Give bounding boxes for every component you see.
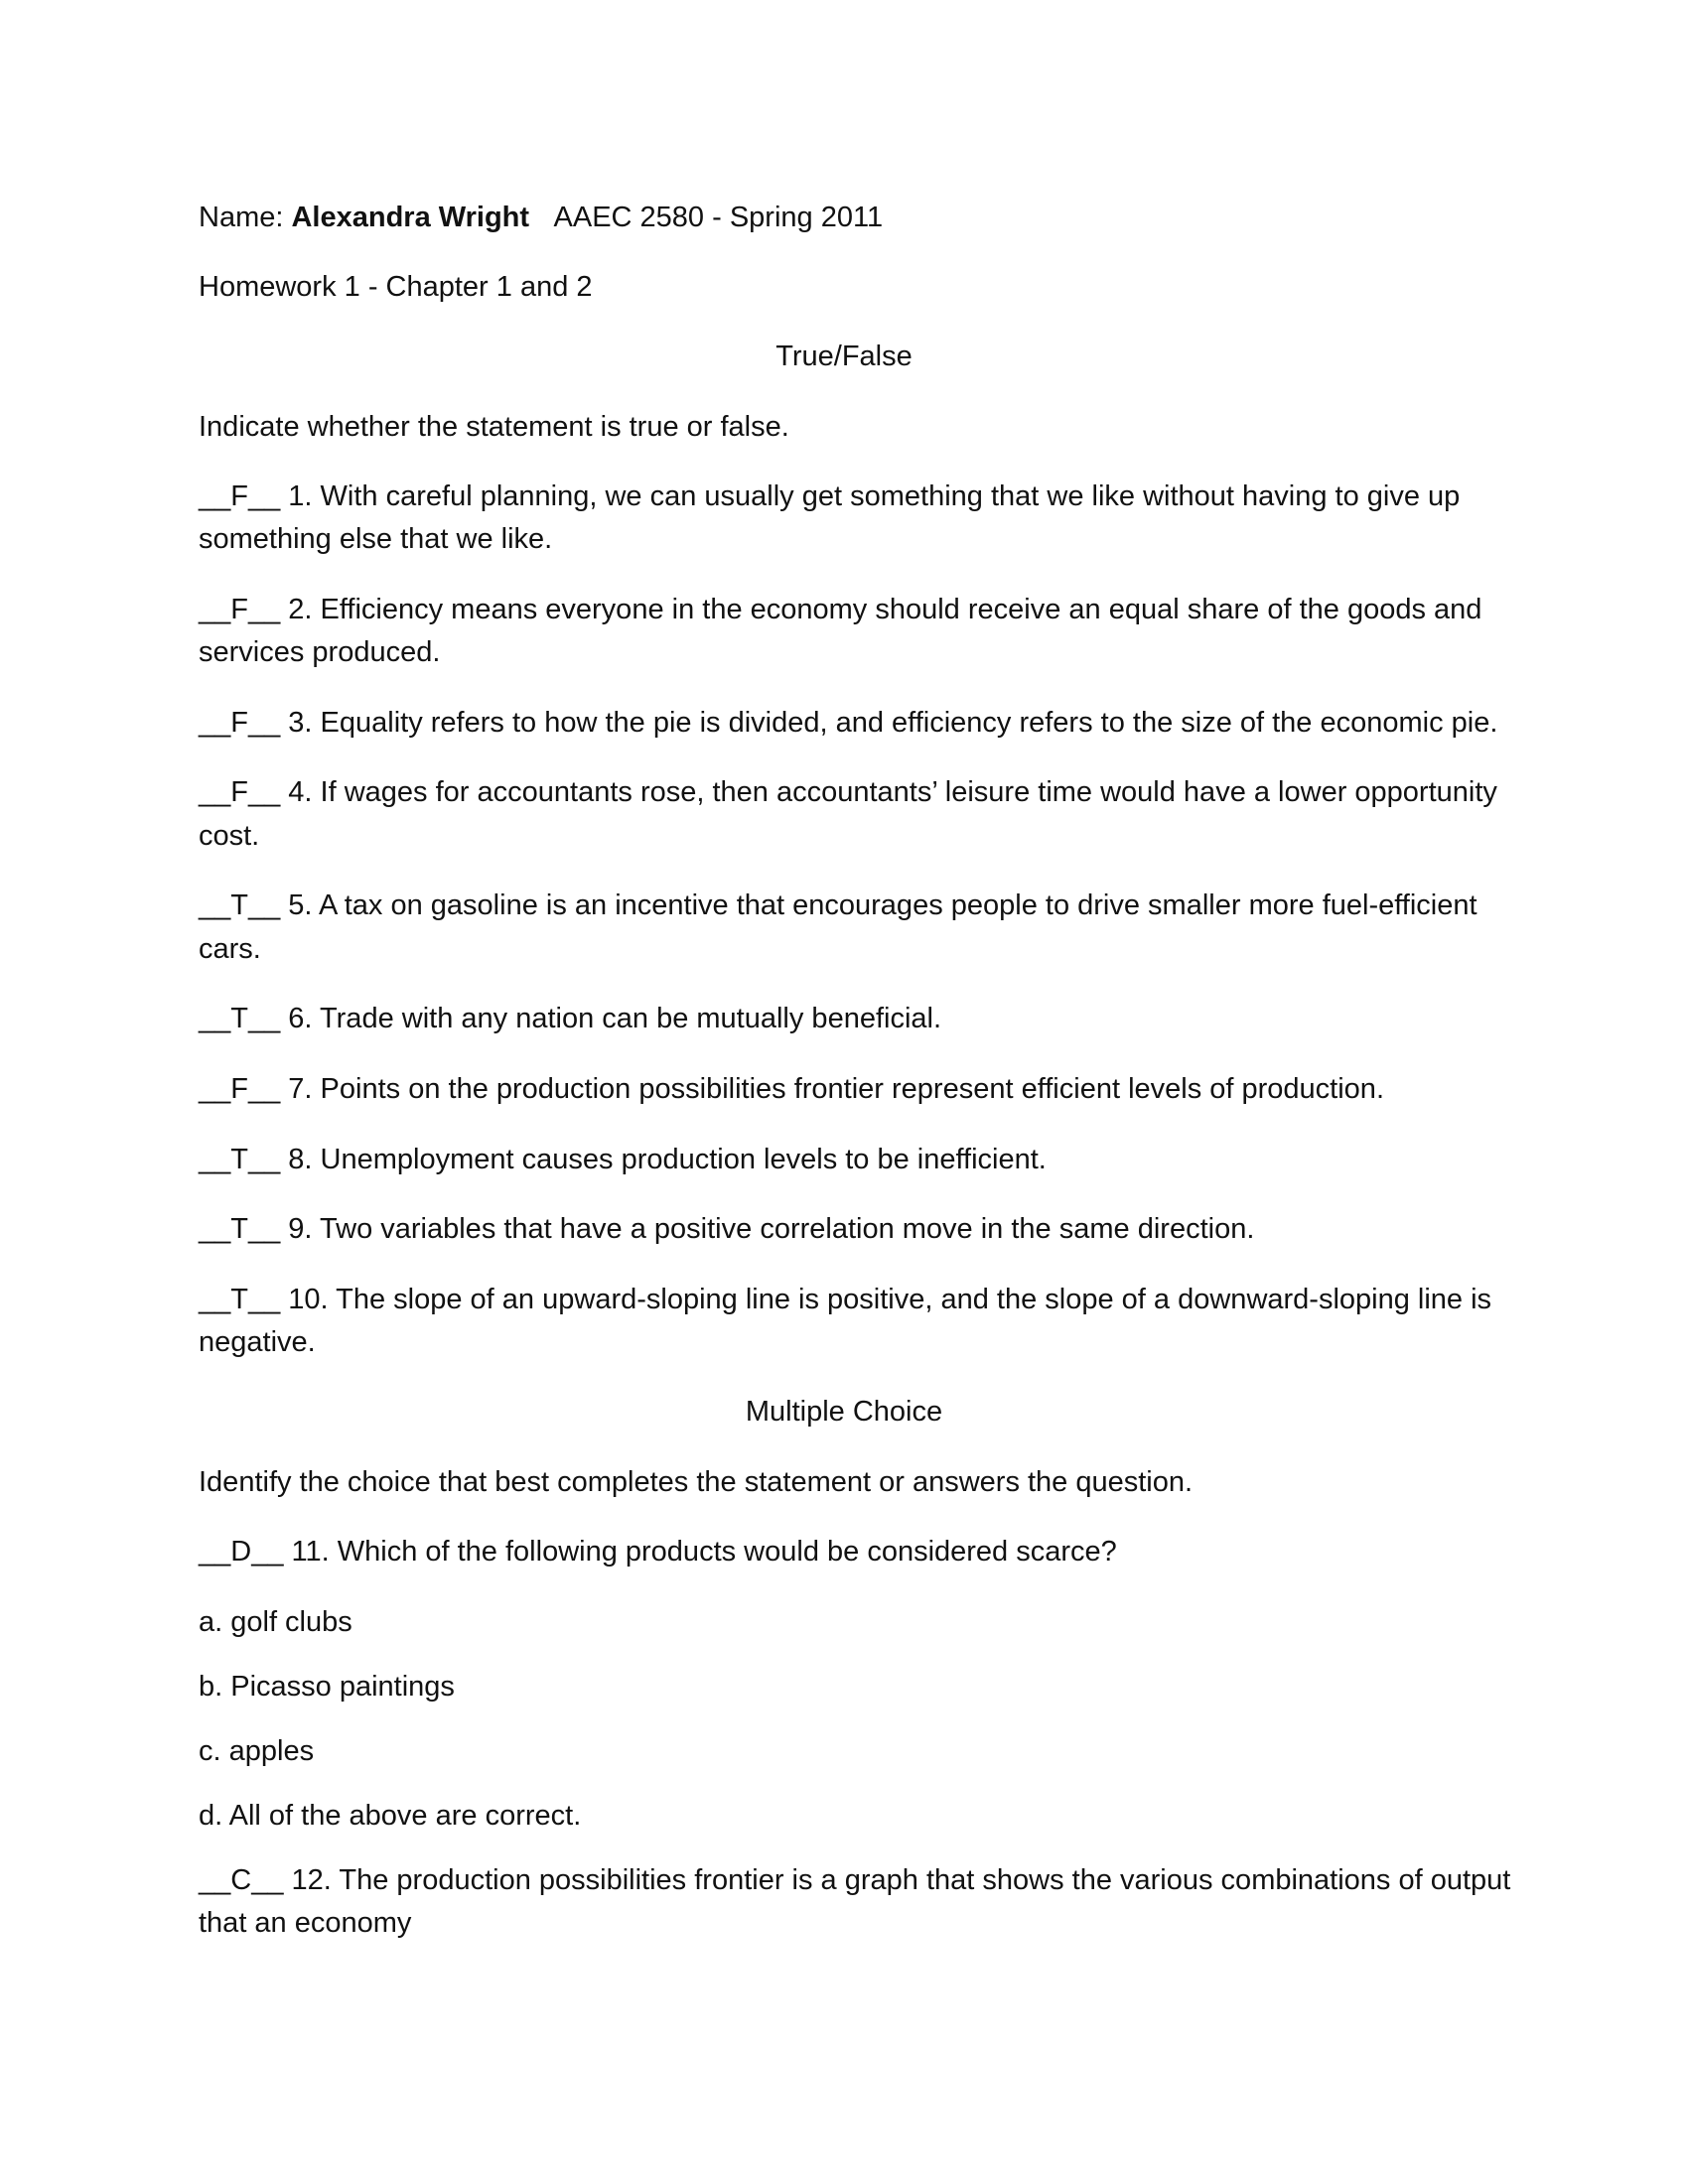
answer-blank: __F__ (199, 594, 281, 625)
answer-blank: __T__ (199, 1144, 281, 1175)
section-title-true-false: True/False (775, 341, 913, 372)
question-text: 5. A tax on gasoline is an incentive that encourages people to drive smaller more fuel-efficient (288, 889, 1477, 921)
mc-question-11 (199, 1531, 1489, 1573)
question-text: 3. Equality refers to how the pie is divided, and efficiency refers to the size of the economic pie. (288, 707, 1498, 739)
answer-blank: __T__ (199, 1213, 281, 1245)
tf-question-1-cont: something else that we like. (199, 523, 553, 555)
question-text: 12. The production possibilities frontier is a graph that shows the various combinations of output (291, 1864, 1511, 1896)
tf-question-8 (199, 1139, 1489, 1181)
mc-question-12 (199, 1859, 1511, 1902)
tf-question-9 (199, 1208, 1489, 1251)
tf-question-5-cont: cars. (199, 933, 261, 965)
answer-blank: __T__ (199, 1284, 281, 1315)
multiple-choice-instructions: Identify the choice that best completes the statement or answers the question. (199, 1466, 1194, 1498)
section-title-multiple-choice: Multiple Choice (745, 1396, 943, 1428)
course-title: AAEC 2580 - Spring 2011 (553, 202, 884, 233)
answer-blank: __T__ (199, 1003, 281, 1034)
answer-blank: __F__ (199, 1073, 281, 1105)
mc-option-c: c. apples (199, 1735, 315, 1767)
tf-question-1 (199, 476, 1489, 518)
answer-blank: __D__ (199, 1536, 284, 1568)
tf-question-2 (199, 589, 1489, 631)
question-text: 6. Trade with any nation can be mutually beneficial. (288, 1003, 942, 1034)
tf-question-3 (199, 702, 1498, 745)
assignment-title: Homework 1 - Chapter 1 and 2 (199, 271, 593, 303)
tf-question-5 (199, 885, 1489, 927)
question-text: 10. The slope of an upward-sloping line is positive, and the slope of a downward-sloping line is (288, 1284, 1492, 1315)
question-text: 9. Two variables that have a positive correlation move in the same direction. (288, 1213, 1255, 1245)
student-name: Alexandra Wright (291, 202, 530, 233)
answer-blank: __C__ (199, 1864, 284, 1896)
mc-option-b: b. Picasso paintings (199, 1671, 455, 1703)
answer-blank: __F__ (199, 480, 281, 512)
tf-question-4 (199, 771, 1497, 814)
tf-question-10-cont: negative. (199, 1326, 316, 1358)
question-text: 1. With careful planning, we can usually get something that we like without having to give up (288, 480, 1461, 512)
mc-question-12-cont: that an economy (199, 1907, 412, 1939)
answer-blank: __F__ (199, 776, 281, 808)
question-text: 7. Points on the production possibilities frontier represent efficient levels of production. (288, 1073, 1384, 1105)
question-text: 8. Unemployment causes production levels to be inefficient. (288, 1144, 1047, 1175)
tf-question-7 (199, 1068, 1489, 1111)
true-false-instructions: Indicate whether the statement is true or false. (199, 411, 789, 443)
question-text: 11. Which of the following products would be considered scarce? (291, 1536, 1117, 1568)
answer-blank: __T__ (199, 889, 281, 921)
name-label: Name: (199, 202, 284, 233)
tf-question-10 (199, 1279, 1492, 1321)
tf-question-6 (199, 998, 1489, 1040)
question-text: 4. If wages for accountants rose, then accountants’ leisure time would have a lower opportunity (288, 776, 1497, 808)
answer-blank: __F__ (199, 707, 281, 739)
mc-option-a: a. golf clubs (199, 1606, 352, 1638)
mc-option-d: d. All of the above are correct. (199, 1800, 582, 1832)
tf-question-4-cont: cost. (199, 820, 260, 852)
header-line (199, 197, 1489, 239)
tf-question-2-cont: services produced. (199, 636, 441, 668)
question-text: 2. Efficiency means everyone in the economy should receive an equal share of the goods and (288, 594, 1482, 625)
